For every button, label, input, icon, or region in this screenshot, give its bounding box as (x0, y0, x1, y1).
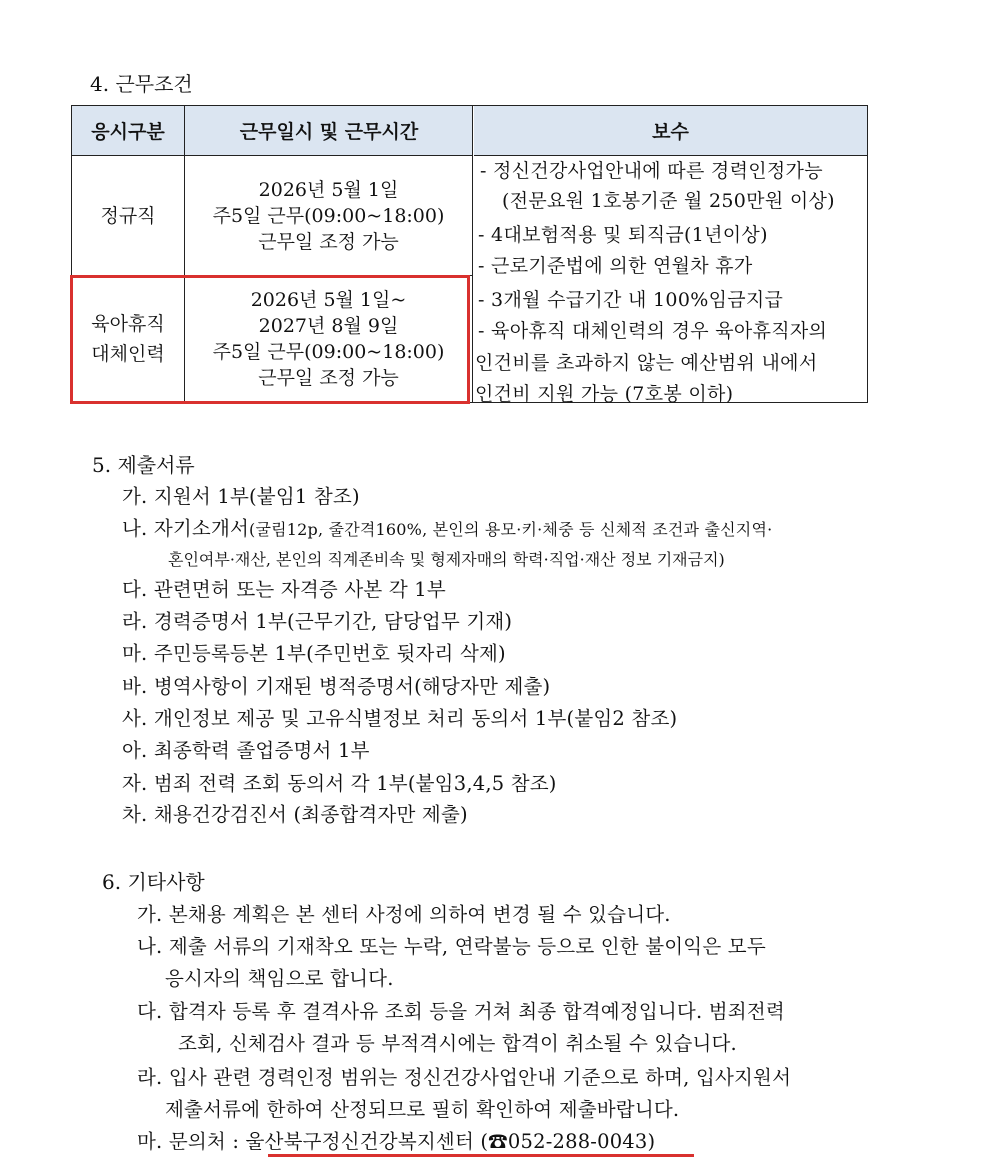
section5-title: 5. 제출서류 (92, 453, 195, 477)
contact-value: 울산북구정신건강복지센터 (☎052-288-0043) (245, 1130, 656, 1153)
document-item-label: 나. 자기소개서 (122, 517, 250, 540)
document-item-note: 혼인여부·재산, 본인의 직계존비속 및 형제자매의 학력·직업·재산 정보 기재금지) (168, 550, 725, 569)
notice-line: 다. 합격자 등록 후 결격사유 조회 등을 거쳐 최종 합격예정입니다. 범죄전력 (137, 1000, 785, 1023)
document-item-note: (굴림12p, 줄간격160%, 본인의 용모·키·체중 등 신체적 조건과 출신지역· (249, 520, 773, 539)
document-item: 가. 지원서 1부(붙임1 참조) (122, 485, 360, 508)
document-item: 자. 범죄 전력 조회 동의서 각 1부(붙임3,4,5 참조) (122, 772, 557, 795)
schedule-hours: 주5일 근무(09:00~18:00) (212, 204, 445, 227)
document-item: 아. 최종학력 졸업증명서 1부 (122, 739, 370, 762)
section6-title: 6. 기타사항 (102, 870, 205, 894)
pay-line: - 4대보험적용 및 퇴직금(1년이상) (478, 224, 768, 246)
notice-line: 라. 입사 관련 경력인정 범위는 정신건강사업안내 기준으로 하며, 입사지원서 (137, 1066, 792, 1089)
schedule-date: 2026년 5월 1일 (258, 178, 399, 201)
document-item: 사. 개인정보 제공 및 고유식별정보 처리 동의서 1부(붙임2 참조) (122, 707, 678, 730)
pay-line: - 근로기준법에 의한 연월차 휴가 (478, 255, 753, 277)
schedule-note: 근무일 조정 가능 (258, 230, 399, 253)
notice-line: 조회, 신체검사 결과 등 부적격시에는 합격이 취소될 수 있습니다. (178, 1032, 737, 1055)
contact-line (137, 1126, 655, 1154)
pay-line: 인건비를 초과하지 않는 예산범위 내에서 (475, 352, 818, 374)
row1-category (72, 156, 184, 275)
notice-line: 제출서류에 한하여 산정되므로 필히 확인하여 제출바랍니다. (165, 1098, 680, 1121)
category-label: 육아휴직 (91, 313, 165, 335)
document-item: 마. 주민등록등본 1부(주민번호 뒷자리 삭제) (122, 642, 506, 665)
header-schedule: 근무일시 및 근무시간 (185, 106, 473, 156)
document-item: 다. 관련면허 또는 자격증 사본 각 1부 (122, 578, 446, 601)
pay-line: - 3개월 수급기간 내 100%임금지급 (478, 289, 784, 311)
document-item (122, 513, 772, 541)
highlight-box (70, 275, 470, 404)
schedule-note: 근무일 조정 가능 (258, 367, 399, 389)
schedule-end: 2027년 8월 9일 (258, 315, 399, 337)
header-pay: 보수 (474, 106, 867, 156)
pay-line: - 정신건강사업안내에 따른 경력인정가능 (480, 160, 823, 182)
highlight-underline (268, 1154, 694, 1157)
category-label: 대체인력 (91, 343, 165, 365)
pay-line: - 육아휴직 대체인력의 경우 육아휴직자의 (478, 320, 828, 342)
column-divider (472, 106, 473, 402)
header-category: 응시구분 (72, 106, 184, 156)
schedule-hours: 주5일 근무(09:00~18:00) (212, 341, 445, 363)
notice-line: 나. 제출 서류의 기재착오 또는 누락, 연락불능 등으로 인한 불이익은 모두 (137, 935, 766, 958)
pay-line: 인건비 지원 가능 (7호봉 이하) (475, 383, 734, 405)
notice-line: 가. 본채용 계획은 본 센터 사정에 의하여 변경 될 수 있습니다. (137, 903, 671, 926)
document-item: 라. 경력증명서 1부(근무기간, 담당업무 기재) (122, 610, 513, 633)
section4-title: 4. 근무조건 (90, 72, 193, 96)
pay-line: (전문요원 1호봉기준 월 250만원 이상) (502, 190, 835, 212)
row1-schedule (185, 156, 472, 275)
category-label: 정규직 (100, 204, 156, 227)
notice-line: 응시자의 책임으로 합니다. (165, 967, 394, 990)
schedule-start: 2026년 5월 1일~ (250, 289, 407, 311)
document-item: 바. 병역사항이 기재된 병적증명서(해당자만 제출) (122, 675, 551, 698)
document-item: 차. 채용건강검진서 (최종합격자만 제출) (122, 803, 468, 826)
contact-label: 마. 문의처 : (137, 1130, 240, 1153)
